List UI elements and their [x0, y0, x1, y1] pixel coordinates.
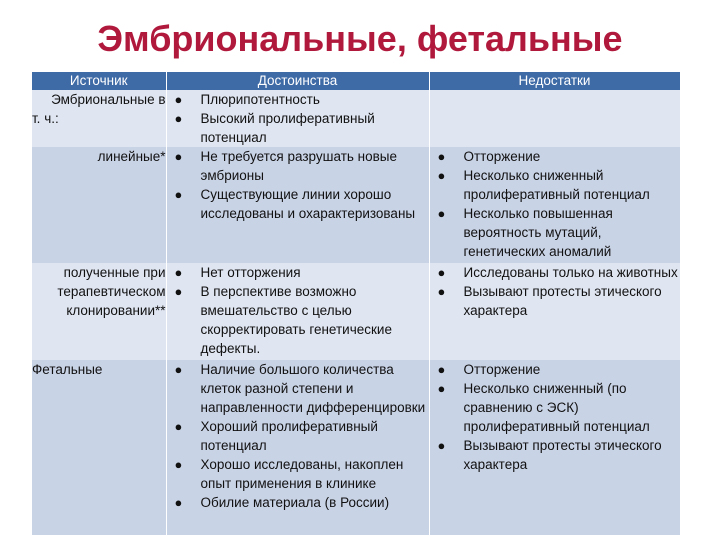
- comparison-table: [32, 72, 681, 535]
- header-source: Источник: [32, 72, 166, 90]
- list-item: ● Не требуется разрушать новые эмбрионы: [174, 149, 398, 183]
- bullet-icon: ●: [174, 149, 183, 164]
- list-item: ● Вызывают протесты этического характера: [437, 284, 662, 318]
- list-item: ● Хорошо исследованы, накоплен опыт применения в клинике: [174, 457, 404, 491]
- source-line: Эмбриональные в: [51, 92, 166, 107]
- list-item: ● Нет отторжения: [174, 265, 301, 280]
- list-item: ● Существующие линии хорошо исследованы и охарактеризованы: [174, 187, 416, 221]
- bullet-icon: ●: [437, 168, 446, 183]
- source-cell: [32, 147, 166, 263]
- bullet-icon: ●: [437, 438, 446, 453]
- list-item: ● Несколько сниженный (по сравнению с ЭСК) пролиферативный потенциал: [437, 381, 650, 434]
- source-cell: [32, 360, 166, 535]
- bullet-icon: ●: [437, 284, 446, 299]
- bullet-icon: ●: [437, 362, 446, 377]
- source-cell: [32, 263, 166, 360]
- list-item: ● Несколько повышенная вероятность мутаций, генетических аномалий: [437, 206, 613, 259]
- bullet-icon: ●: [174, 419, 183, 434]
- list-item: ● Плюрипотентность: [174, 92, 320, 107]
- bullet-icon: ●: [174, 457, 183, 472]
- advantages-cell: [166, 360, 429, 535]
- table-row: [32, 90, 680, 147]
- advantages-cell: [166, 90, 429, 147]
- list-item: ● В перспективе возможно вмешательство с целью скорректировать генетические дефекты.: [174, 284, 392, 356]
- list-item: ● Наличие большого количества клеток разной степени и направленности дифференцировки: [174, 362, 426, 415]
- header-disadvantages: Недостатки: [429, 72, 680, 90]
- bullet-icon: ●: [174, 495, 183, 510]
- bullet-icon: ●: [174, 187, 183, 202]
- source-line: клонировании**: [66, 303, 166, 318]
- disadvantages-cell: [429, 90, 680, 147]
- source-cell: [32, 90, 166, 147]
- table-row: [32, 263, 680, 360]
- list-item: ● Отторжение: [437, 149, 541, 164]
- bullet-icon: ●: [437, 265, 446, 280]
- list-item: ● Исследованы только на животных: [437, 265, 678, 280]
- disadvantages-cell: [429, 147, 680, 263]
- list-item: ● Несколько сниженный пролиферативный потенциал: [437, 168, 650, 202]
- bullet-icon: ●: [174, 362, 183, 377]
- bullet-icon: ●: [174, 92, 183, 107]
- list-item: ● Высокий пролиферативный потенциал: [174, 111, 375, 145]
- source-line: т. ч.:: [32, 111, 59, 126]
- advantages-cell: [166, 147, 429, 263]
- header-advantages: Достоинства: [166, 72, 429, 90]
- disadvantages-cell: [429, 263, 680, 360]
- bullet-icon: ●: [437, 149, 446, 164]
- table-row: [32, 147, 680, 263]
- source-line: терапевтическом: [57, 284, 166, 299]
- bullet-icon: ●: [174, 111, 183, 126]
- disadvantages-cell: [429, 360, 680, 535]
- advantages-cell: [166, 263, 429, 360]
- bullet-icon: ●: [174, 265, 183, 280]
- table-row: [32, 360, 680, 535]
- bullet-icon: ●: [174, 284, 183, 299]
- source-line: Фетальные: [32, 362, 103, 377]
- source-line: полученные при: [63, 265, 166, 280]
- list-item: ● Вызывают протесты этического характера: [437, 438, 662, 472]
- list-item: ● Обилие материала (в России): [174, 495, 390, 510]
- bullet-icon: ●: [437, 381, 446, 396]
- list-item: ● Отторжение: [437, 362, 541, 377]
- slide-title: Эмбриональные, фетальные: [97, 18, 623, 59]
- list-item: ● Хороший пролиферативный потенциал: [174, 419, 378, 453]
- table-header-row: [32, 72, 680, 90]
- bullet-icon: ●: [437, 206, 446, 221]
- source-line: линейные*: [97, 149, 166, 164]
